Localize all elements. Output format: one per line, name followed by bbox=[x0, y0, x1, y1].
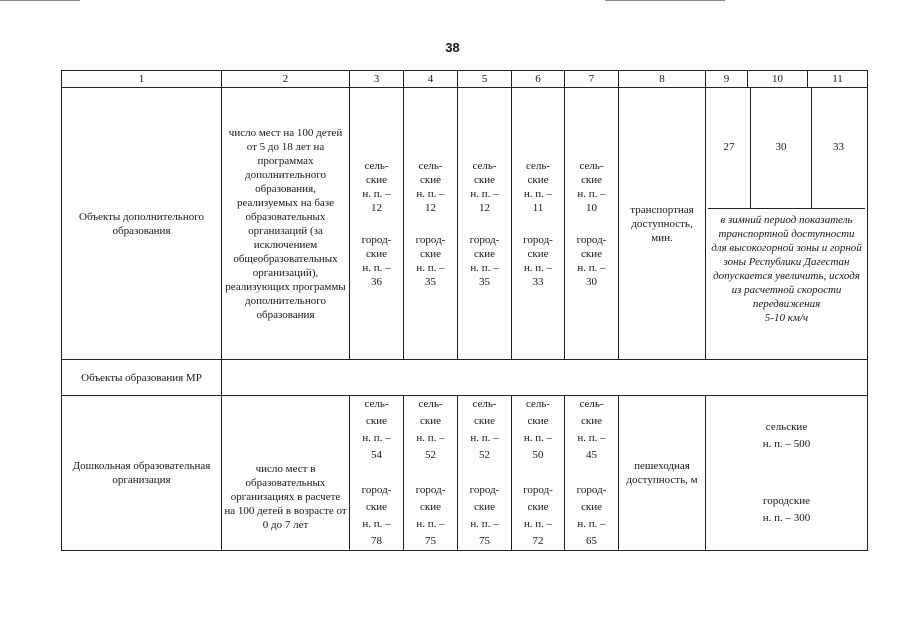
np-label: н. п. – bbox=[523, 187, 553, 200]
col10-value: 30 bbox=[750, 88, 811, 208]
header-col-6: 6 bbox=[512, 71, 565, 88]
rural-value: 11 bbox=[532, 201, 544, 214]
rural-label: ские bbox=[420, 415, 441, 427]
np-label: н. п. – bbox=[470, 261, 499, 274]
accessibility-numbers bbox=[708, 88, 865, 208]
np-label: н. п. – bbox=[577, 187, 606, 200]
scan-edge-line bbox=[0, 0, 80, 1]
np-label: н. п. – bbox=[416, 261, 445, 274]
rural-distance-label: сельские bbox=[765, 421, 808, 433]
header-row bbox=[62, 71, 868, 88]
rural-value: 54 bbox=[371, 449, 382, 461]
indicator-text: число мест в образовательных организациях в расчете на 100 детей в возрасте от 0 до 7 лет bbox=[222, 396, 350, 551]
urban-label: город- bbox=[415, 484, 446, 496]
urban-value: 65 bbox=[586, 535, 597, 547]
section-title: Объекты образования МР bbox=[62, 360, 222, 396]
urban-label: город- bbox=[576, 233, 607, 246]
np-label: н. п. – bbox=[416, 518, 445, 530]
rural-label: ские bbox=[420, 173, 441, 186]
urban-label: город- bbox=[523, 484, 553, 496]
rural-label: сель- bbox=[525, 159, 551, 172]
header-col-5: 5 bbox=[458, 71, 512, 88]
np-label: н. п. – bbox=[470, 432, 499, 444]
zone-values bbox=[350, 396, 404, 551]
section-empty bbox=[222, 360, 868, 396]
header-col-3: 3 bbox=[350, 71, 404, 88]
rural-value: 12 bbox=[425, 201, 436, 214]
winter-note-speed: 5-10 км/ч bbox=[764, 312, 809, 324]
urban-label: ские bbox=[581, 247, 602, 260]
urban-label: ские bbox=[527, 247, 549, 260]
zone-values bbox=[565, 88, 619, 360]
np-label: н. п. – bbox=[416, 187, 445, 200]
urban-label: ские bbox=[527, 501, 549, 513]
np-label: н. п. – bbox=[577, 261, 606, 274]
rural-label: сель- bbox=[418, 159, 443, 172]
zone-values bbox=[350, 88, 404, 360]
urban-value: 78 bbox=[371, 535, 382, 547]
np-label: н. п. – bbox=[523, 261, 553, 274]
walking-distance-values bbox=[706, 396, 868, 551]
urban-label: ские bbox=[366, 247, 387, 260]
header-col-4: 4 bbox=[404, 71, 458, 88]
np-label: н. п. – bbox=[470, 518, 499, 530]
header-col-10: 10 bbox=[748, 71, 808, 88]
rural-label: ские bbox=[366, 173, 387, 186]
rural-label: ские bbox=[366, 415, 387, 427]
np-label: н. п. – bbox=[362, 187, 391, 200]
urban-label: город- bbox=[361, 233, 392, 246]
rural-value: 45 bbox=[586, 449, 597, 461]
object-name: Объекты дополнительного образования bbox=[62, 88, 222, 360]
urban-label: город- bbox=[576, 484, 607, 496]
np-label: н. п. – bbox=[416, 432, 445, 444]
urban-value: 33 bbox=[532, 275, 544, 288]
urban-label: ские bbox=[581, 501, 602, 513]
zone-values bbox=[512, 396, 565, 551]
scan-edge-line bbox=[605, 0, 725, 1]
rural-distance-value: н. п. – 500 bbox=[762, 438, 811, 450]
rural-value: 12 bbox=[479, 201, 490, 214]
rural-label: сель- bbox=[364, 398, 389, 410]
rural-label: сель- bbox=[579, 159, 604, 172]
page-number: 38 bbox=[445, 40, 460, 55]
norms-table bbox=[61, 70, 868, 551]
rural-label: ские bbox=[527, 415, 549, 427]
rural-label: ские bbox=[581, 173, 602, 186]
rural-label: сель- bbox=[579, 398, 604, 410]
urban-value: 75 bbox=[479, 535, 490, 547]
urban-label: город- bbox=[469, 484, 500, 496]
header-col-7: 7 bbox=[565, 71, 619, 88]
urban-label: ские bbox=[474, 247, 495, 260]
np-label: н. п. – bbox=[523, 518, 553, 530]
object-name: Дошкольная образовательная организация bbox=[62, 396, 222, 551]
rural-label: сель- bbox=[472, 159, 497, 172]
header-col-1: 1 bbox=[62, 71, 222, 88]
accessibility-values bbox=[706, 88, 868, 360]
rural-label: ские bbox=[474, 173, 495, 186]
rural-label: ские bbox=[527, 173, 549, 186]
header-col-11: 11 bbox=[808, 71, 868, 88]
zone-values bbox=[565, 396, 619, 551]
indicator-text: число мест на 100 детей от 5 до 18 лет на программах дополнительного образования, реализуемых на базе образовательных организаций (за исключением общеобразовательных организаций), реализующих программы дополнительного образования bbox=[222, 88, 350, 360]
header-col-2: 2 bbox=[222, 71, 350, 88]
rural-label: сель- bbox=[418, 398, 443, 410]
col11-value: 33 bbox=[811, 88, 865, 208]
urban-label: город- bbox=[361, 484, 392, 496]
winter-note bbox=[708, 208, 865, 327]
np-label: н. п. – bbox=[577, 518, 606, 530]
rural-label: ские bbox=[581, 415, 602, 427]
header-col-9: 9 bbox=[706, 71, 748, 88]
np-label: н. п. – bbox=[523, 432, 553, 444]
rural-value: 52 bbox=[425, 449, 436, 461]
np-label: н. п. – bbox=[362, 261, 391, 274]
urban-value: 35 bbox=[479, 275, 490, 288]
urban-value: 30 bbox=[586, 275, 597, 288]
table-row bbox=[62, 396, 868, 551]
zone-values bbox=[512, 88, 565, 360]
urban-label: ские bbox=[366, 501, 387, 513]
urban-label: ские bbox=[474, 501, 495, 513]
urban-label: город- bbox=[523, 233, 553, 246]
rural-label: сель- bbox=[472, 398, 497, 410]
urban-value: 75 bbox=[425, 535, 436, 547]
rural-label: сель- bbox=[525, 398, 551, 410]
urban-label: город- bbox=[415, 233, 446, 246]
urban-value: 72 bbox=[532, 535, 544, 547]
np-label: н. п. – bbox=[470, 187, 499, 200]
col9-value: 27 bbox=[723, 141, 735, 153]
urban-label: ские bbox=[420, 501, 441, 513]
np-label: н. п. – bbox=[362, 518, 391, 530]
rural-value: 52 bbox=[479, 449, 490, 461]
header-col-8: 8 bbox=[619, 71, 706, 88]
urban-value: 36 bbox=[371, 275, 382, 288]
np-label: н. п. – bbox=[577, 432, 606, 444]
rural-label: ские bbox=[474, 415, 495, 427]
accessibility-type: транспортная доступность, мин. bbox=[619, 88, 706, 360]
zone-values bbox=[404, 88, 458, 360]
zone-values bbox=[458, 396, 512, 551]
zone-values bbox=[458, 88, 512, 360]
rural-label: сель- bbox=[364, 159, 389, 172]
urban-label: город- bbox=[469, 233, 500, 246]
table-row bbox=[62, 88, 868, 360]
urban-distance-label: городские bbox=[762, 495, 810, 507]
section-row bbox=[62, 360, 868, 396]
urban-label: ские bbox=[420, 247, 441, 260]
urban-value: 35 bbox=[425, 275, 436, 288]
rural-value: 10 bbox=[586, 201, 597, 214]
accessibility-type: пешеходная доступность, м bbox=[619, 396, 706, 551]
winter-note-text: в зимний период показатель транспортной доступности для высокогорной зоны и горной зоны Республики Дагестан допускается увеличить, исходя из расчетной скорости передвижения bbox=[711, 214, 862, 310]
zone-values bbox=[404, 396, 458, 551]
urban-distance-value: н. п. – 300 bbox=[762, 512, 811, 524]
np-label: н. п. – bbox=[362, 432, 391, 444]
rural-value: 12 bbox=[371, 201, 382, 214]
rural-value: 50 bbox=[532, 449, 544, 461]
